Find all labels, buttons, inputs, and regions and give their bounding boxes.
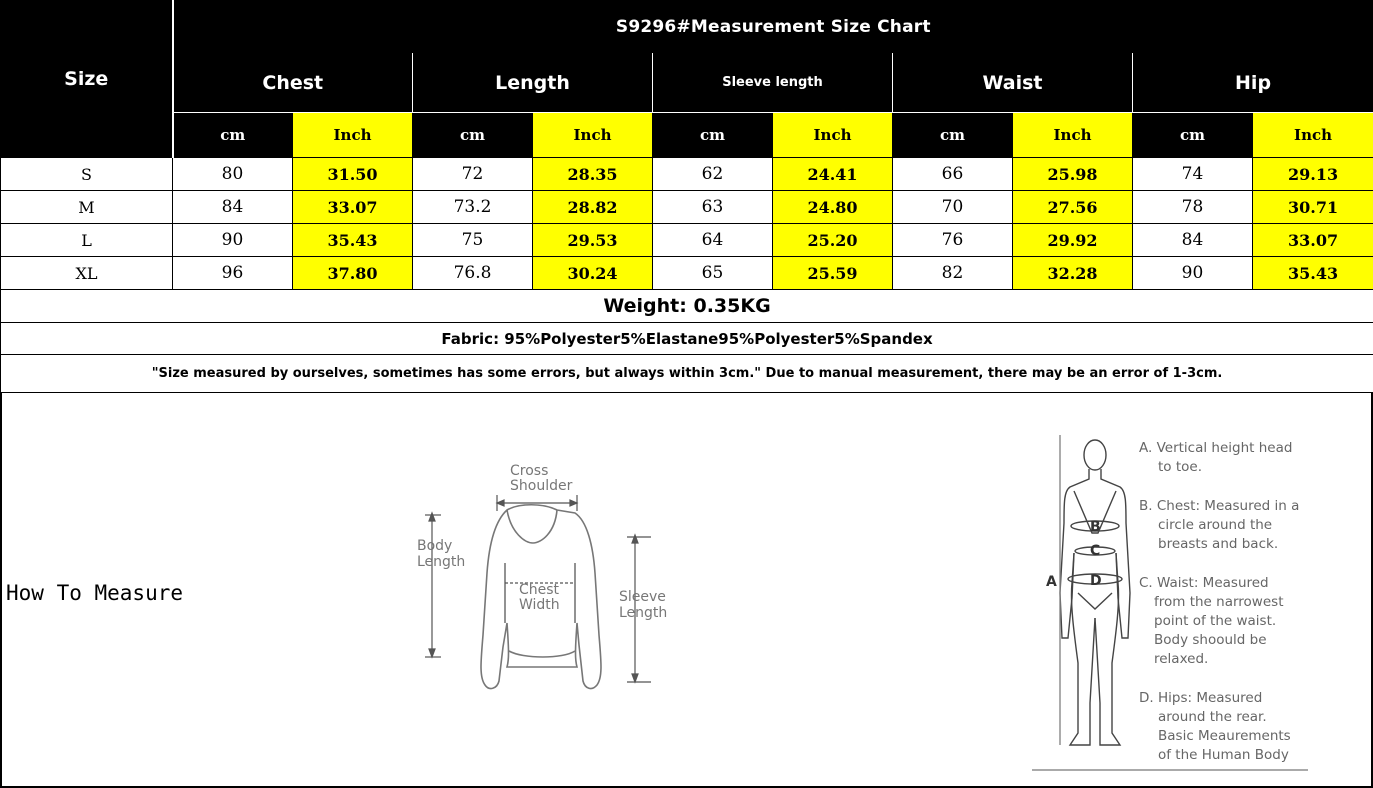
inch-value-cell: 27.56 [1013, 191, 1133, 224]
size-row [1, 224, 1373, 257]
size-chart [0, 0, 1373, 392]
cm-value-cell: 76 [893, 224, 1013, 257]
inch-value-cell: 24.41 [773, 158, 893, 191]
cm-value-cell: 63 [653, 191, 773, 224]
cm-value-cell: 82 [893, 257, 1013, 290]
marker-c: C [1090, 543, 1101, 559]
cm-value-cell: 64 [653, 224, 773, 257]
cm-value-cell: 75 [413, 224, 533, 257]
group-header-sleeve-length: Sleeve length [653, 53, 893, 113]
chest-width-label: Chest [519, 582, 560, 598]
note-b-line: circle around the [1158, 517, 1273, 533]
note-b-line: breasts and back. [1158, 536, 1279, 552]
cm-value-cell: 70 [893, 191, 1013, 224]
inch-value-cell: 25.59 [773, 257, 893, 290]
group-header-length: Length [413, 53, 653, 113]
sleeve-length-label: Length [619, 605, 668, 621]
unit-header-inch: Inch [1253, 113, 1373, 158]
inch-value-cell: 29.92 [1013, 224, 1133, 257]
note-d-line: of the Human Body [1158, 747, 1289, 763]
note-a-line: A. Vertical height head [1139, 440, 1293, 456]
note-a-line: to toe. [1158, 459, 1202, 475]
cm-value-cell: 78 [1133, 191, 1253, 224]
chart-title: S9296#Measurement Size Chart [173, 1, 1373, 53]
cross-shoulder-label: Shoulder [510, 478, 573, 494]
size-cell: XL [1, 257, 173, 290]
inch-value-cell: 35.43 [293, 224, 413, 257]
size-row [1, 158, 1373, 191]
size-column-header: Size [1, 1, 173, 158]
note-c-line: Body shoould be [1154, 632, 1267, 648]
inch-value-cell: 37.80 [293, 257, 413, 290]
unit-header-cm: cm [173, 113, 293, 158]
cm-value-cell: 62 [653, 158, 773, 191]
unit-header-inch: Inch [773, 113, 893, 158]
marker-a: A [1046, 574, 1057, 590]
cm-value-cell: 65 [653, 257, 773, 290]
how-to-measure-section [0, 392, 1373, 788]
note-d-line: Basic Meaurements [1158, 728, 1291, 744]
inch-value-cell: 25.98 [1013, 158, 1133, 191]
unit-header-inch: Inch [293, 113, 413, 158]
marker-b: B [1090, 519, 1101, 535]
unit-header-inch: Inch [1013, 113, 1133, 158]
note-b-line: B. Chest: Measured in a [1139, 498, 1300, 514]
sweater-neckline [507, 510, 557, 543]
group-header-chest: Chest [173, 53, 413, 113]
size-row [1, 191, 1373, 224]
cm-value-cell: 90 [1133, 257, 1253, 290]
group-header-waist: Waist [893, 53, 1133, 113]
inch-value-cell: 28.35 [533, 158, 653, 191]
cm-value-cell: 66 [893, 158, 1013, 191]
note-c-line: relaxed. [1154, 651, 1209, 667]
inch-value-cell: 25.20 [773, 224, 893, 257]
note-d-line: D. Hips: Measured [1139, 690, 1263, 706]
inch-value-cell: 35.43 [1253, 257, 1373, 290]
group-header-hip: Hip [1133, 53, 1373, 113]
chest-width-label: Width [519, 597, 560, 613]
size-cell: S [1, 158, 173, 191]
size-chart-table [0, 0, 1373, 393]
inch-value-cell: 29.13 [1253, 158, 1373, 191]
body-length-label: Body [417, 538, 453, 554]
cm-value-cell: 76.8 [413, 257, 533, 290]
body-measurement-diagram [1032, 433, 1352, 773]
cm-value-cell: 84 [1133, 224, 1253, 257]
inch-value-cell: 33.07 [293, 191, 413, 224]
cm-value-cell: 73.2 [413, 191, 533, 224]
garment-measurement-diagram [407, 455, 672, 705]
cm-value-cell: 96 [173, 257, 293, 290]
inch-value-cell: 30.24 [533, 257, 653, 290]
inch-value-cell: 29.53 [533, 224, 653, 257]
marker-d: D [1090, 573, 1102, 589]
unit-header-inch: Inch [533, 113, 653, 158]
inch-value-cell: 32.28 [1013, 257, 1133, 290]
note-c-line: point of the waist. [1154, 613, 1277, 629]
unit-header-cm: cm [653, 113, 773, 158]
inch-value-cell: 24.80 [773, 191, 893, 224]
cross-shoulder-label: Cross [510, 463, 549, 479]
size-cell: L [1, 224, 173, 257]
cm-value-cell: 80 [173, 158, 293, 191]
note-c-line: from the narrowest [1154, 594, 1284, 610]
inch-value-cell: 28.82 [533, 191, 653, 224]
unit-header-cm: cm [413, 113, 533, 158]
unit-header-cm: cm [1133, 113, 1253, 158]
note-d-line: around the rear. [1158, 709, 1267, 725]
cm-value-cell: 84 [173, 191, 293, 224]
how-to-measure-label: How To Measure [6, 581, 184, 605]
cm-value-cell: 90 [173, 224, 293, 257]
measurement-note: "Size measured by ourselves, sometimes has some errors, but always within 3cm." Due to manual measurement, there may be an error of 1-3cm. [1, 355, 1373, 393]
inch-value-cell: 31.50 [293, 158, 413, 191]
note-c-line: C. Waist: Measured [1139, 575, 1269, 591]
body-length-label: Length [417, 554, 466, 570]
size-row [1, 257, 1373, 290]
weight-info: Weight: 0.35KG [1, 290, 1373, 323]
sleeve-length-label: Sleeve [619, 589, 666, 605]
fabric-info: Fabric: 95%Polyester5%Elastane95%Polyester5%Spandex [1, 323, 1373, 355]
size-cell: M [1, 191, 173, 224]
cm-value-cell: 74 [1133, 158, 1253, 191]
unit-header-cm: cm [893, 113, 1013, 158]
human-body-figure [1060, 435, 1130, 745]
inch-value-cell: 30.71 [1253, 191, 1373, 224]
cm-value-cell: 72 [413, 158, 533, 191]
inch-value-cell: 33.07 [1253, 224, 1373, 257]
